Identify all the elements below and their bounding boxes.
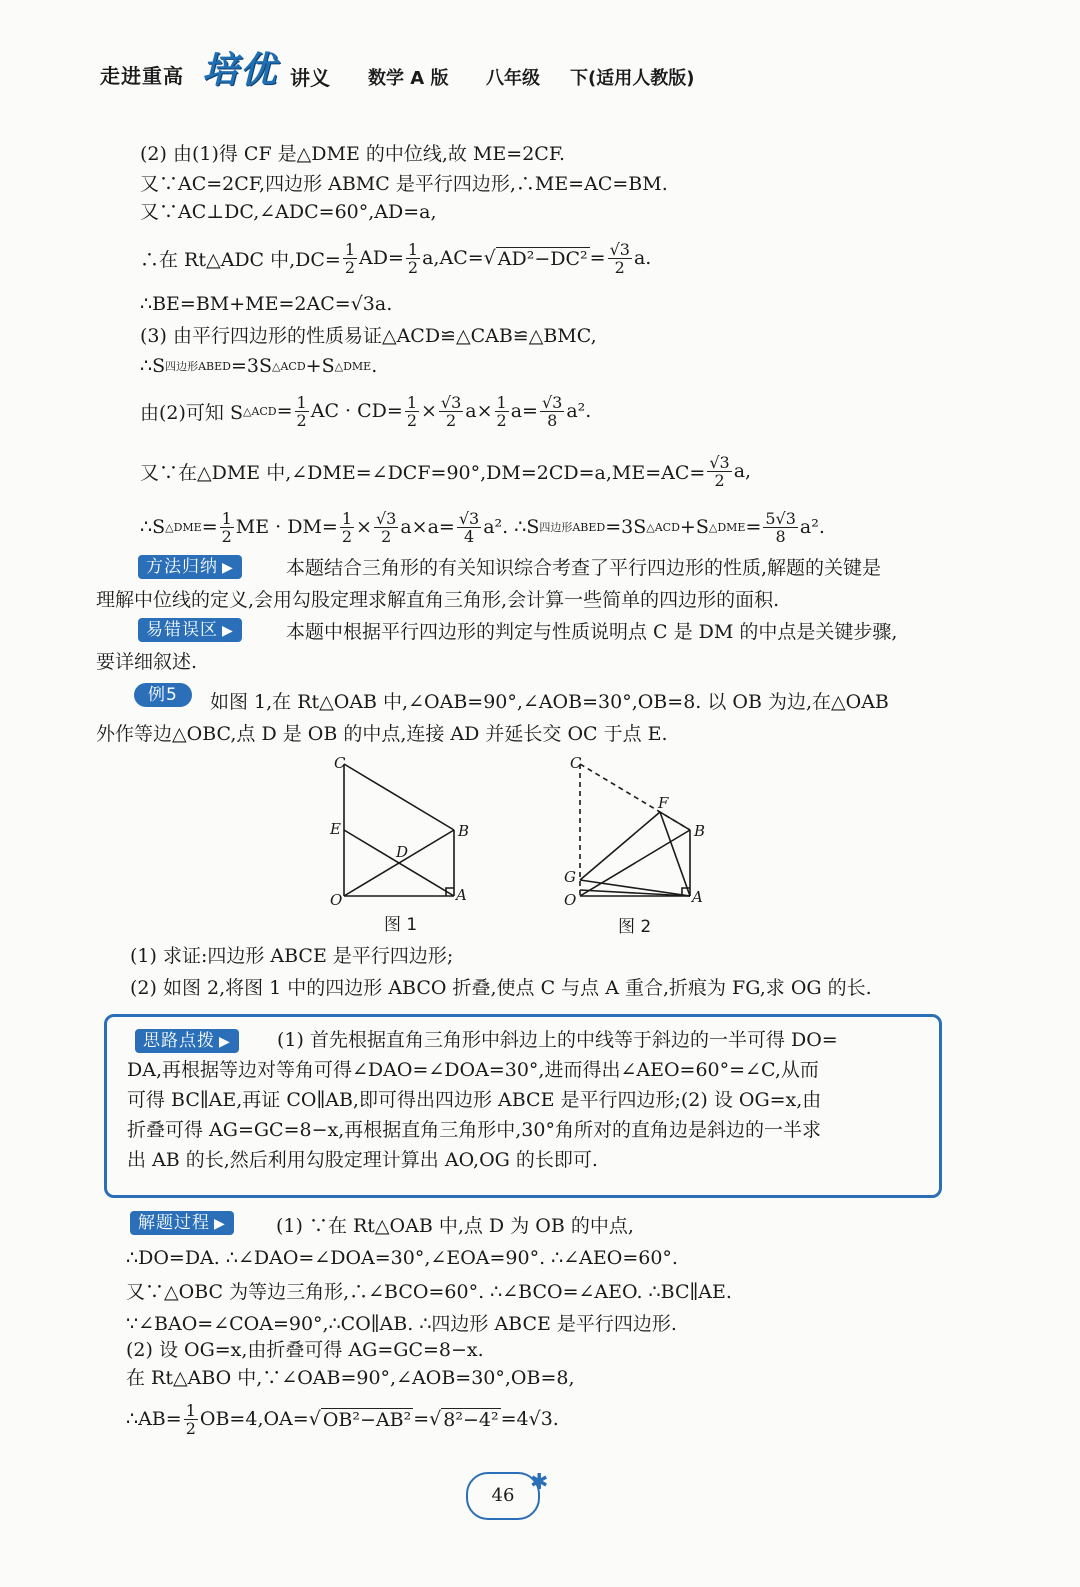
numerator: 5√3 <box>765 508 796 528</box>
question-1: (1) 求证:四边形 ABCE 是平行四边形; <box>130 945 454 967</box>
figure-1 <box>320 750 480 910</box>
label-o: O <box>564 891 577 909</box>
page-number: 46 <box>466 1472 540 1520</box>
fraction <box>707 454 731 489</box>
fraction <box>374 510 398 545</box>
text: a× <box>465 400 493 422</box>
label-f: F <box>658 794 669 812</box>
solve-line-1: (1) ∵在 Rt△OAB 中,点 D 为 OB 的中点, <box>276 1215 634 1237</box>
numerator: 1 <box>496 392 507 412</box>
subscript: △ACD <box>646 520 680 534</box>
method-line-2: 理解中位线的定义,会用勾股定理求解直角三角形,会计算一些简单的四边形的面积. <box>96 589 780 611</box>
method-line-1: 本题结合三角形的有关知识综合考查了平行四边形的性质,解题的关键是 <box>286 557 882 579</box>
sol-line-8 <box>140 390 591 432</box>
text: AC · CD= <box>310 400 403 422</box>
numerator: √3 <box>609 239 630 259</box>
denominator: 2 <box>446 410 457 430</box>
fraction <box>405 394 419 429</box>
subscript: △DME <box>334 359 372 373</box>
denominator: 2 <box>614 257 625 277</box>
solve-line-5: (2) 设 OG=x,由折叠可得 AG=GC=8−x. <box>126 1339 484 1361</box>
edge-fb <box>660 812 690 830</box>
subscript: △ACD <box>272 359 306 373</box>
text: . <box>371 355 378 377</box>
numerator: √3 <box>709 452 730 472</box>
label-b: B <box>694 822 706 840</box>
text: OB=4,OA= <box>199 1408 309 1430</box>
sol-line-9 <box>140 450 751 492</box>
numerator: 1 <box>341 508 353 528</box>
tag-label: 方法归纳 <box>146 557 218 577</box>
subject: 数学 A 版 <box>368 68 449 89</box>
text: × <box>421 400 437 422</box>
play-icon: ▶ <box>222 560 234 576</box>
edge-ob <box>580 830 690 896</box>
brand-logo-text: 培优 <box>202 50 279 91</box>
brand-sub: 讲义 <box>290 66 330 90</box>
play-icon: ▶ <box>214 1216 226 1232</box>
solve-line-3: 又∵△OBC 为等边三角形,∴∠BCO=60°. ∴∠BCO=∠AEO. ∴BC∥AE. <box>126 1281 732 1303</box>
figure-1-caption: 图 1 <box>384 915 418 935</box>
example-line-1: 如图 1,在 Rt△OAB 中,∠OAB=90°,∠AOB=30°,OB=8. 以 OB 为边,在△OAB <box>210 691 889 713</box>
numerator: 1 <box>406 392 417 412</box>
denominator: 2 <box>496 410 507 430</box>
numerator: √3 <box>458 508 480 528</box>
example-line-2: 外作等边△OBC,点 D 是 OB 的中点,连接 AD 并延长交 OC 于点 E. <box>96 723 668 745</box>
fraction <box>343 241 357 276</box>
text: a². <box>799 516 825 538</box>
sol-line-1: (2) 由(1)得 CF 是△DME 的中位线,故 ME=2CF. <box>140 143 566 165</box>
text: 又∵在△DME 中,∠DME=∠DCF=90°,DM=2CD=a,ME=AC= <box>140 461 706 484</box>
fraction <box>457 510 481 545</box>
text: = <box>413 1408 430 1430</box>
label-a: A <box>692 888 703 906</box>
numerator: 1 <box>407 239 419 259</box>
text: = <box>201 516 218 538</box>
subscript: 四边形ABED <box>165 360 231 373</box>
fraction <box>439 394 463 429</box>
label-e: E <box>330 820 341 838</box>
sol-line-3: 又∵AC⊥DC,∠ADC=60°,AD=a, <box>140 201 437 223</box>
text: =3S <box>605 516 647 538</box>
sparkle-icon: ✱ <box>530 1470 549 1495</box>
hint-box <box>104 1014 942 1198</box>
play-icon: ▶ <box>219 1034 231 1050</box>
subscript: △ACD <box>242 404 277 418</box>
text: a. <box>633 247 652 269</box>
numerator: √3 <box>375 508 397 528</box>
question-2: (2) 如图 2,将图 1 中的四边形 ABCO 折叠,使点 C 与点 A 重合,折痕为 FG,求 OG 的长. <box>130 977 872 999</box>
text: ∴S <box>140 516 166 538</box>
text: a×a= <box>400 516 455 538</box>
hint-tag <box>135 1029 239 1053</box>
numerator: √3 <box>440 392 462 412</box>
denominator: 2 <box>185 1418 196 1438</box>
text: =3S <box>231 355 273 377</box>
sol-line-6: (3) 由平行四边形的性质易证△ACD≌△CAB≌△BMC, <box>140 325 597 347</box>
text: a= <box>510 400 538 422</box>
tag-label: 解题过程 <box>138 1213 210 1233</box>
numerator: 1 <box>185 1400 196 1420</box>
solve-line-6: 在 Rt△ABO 中,∵∠OAB=90°,∠AOB=30°,OB=8, <box>126 1367 575 1389</box>
denominator: 2 <box>221 526 232 546</box>
fraction <box>608 241 632 276</box>
mistake-line-1: 本题中根据平行四边形的判定与性质说明点 C 是 DM 的中点是关键步骤, <box>286 621 898 643</box>
text: = <box>589 247 606 269</box>
sol-line-7 <box>140 352 377 380</box>
tag-label: 思路点拨 <box>143 1031 215 1051</box>
subscript: △DME <box>708 520 746 534</box>
example-tag: 例5 <box>134 683 192 707</box>
numerator: 1 <box>296 392 307 412</box>
hint-line-3: 可得 BC∥AE,再证 CO∥AB,即可得出四边形 ABCE 是平行四边形;(2) 设 OG=x,由 <box>127 1089 822 1111</box>
denominator: 2 <box>381 526 392 546</box>
text: ∴AB= <box>126 1408 182 1430</box>
text: ME · DM= <box>235 516 338 538</box>
text: a,AC= <box>422 247 484 269</box>
sqrt-sign: √ <box>429 1408 442 1430</box>
edge-cb <box>344 764 454 830</box>
page-header <box>100 40 800 102</box>
radicand: OB²−AB² <box>322 1408 412 1431</box>
text: a². <box>566 400 592 422</box>
fraction <box>340 510 354 545</box>
fraction <box>406 241 420 276</box>
text: AD= <box>359 247 404 269</box>
text: =4√3. <box>500 1408 559 1430</box>
label-g: G <box>564 868 576 886</box>
grade: 八年级 <box>486 68 540 89</box>
text: = <box>745 516 762 538</box>
text: +S <box>679 516 709 538</box>
sol-line-10 <box>140 506 825 548</box>
fraction <box>540 394 564 429</box>
fraction <box>495 394 509 429</box>
denominator: 2 <box>341 526 353 546</box>
label-c: C <box>570 754 582 772</box>
denominator: 2 <box>296 410 307 430</box>
text: × <box>356 516 372 538</box>
play-icon: ▶ <box>222 623 234 639</box>
sol-line-5: ∴BE=BM+ME=2AC=√3a. <box>140 293 393 315</box>
subscript: 四边形ABED <box>539 521 606 534</box>
solve-line-4: ∵∠BAO=∠COA=90°,∴CO∥AB. ∴四边形 ABCE 是平行四边形. <box>126 1313 677 1335</box>
denominator: 4 <box>463 526 475 546</box>
method-tag <box>138 555 242 579</box>
figure-2 <box>560 750 720 910</box>
label-a: A <box>456 886 467 904</box>
denominator: 8 <box>547 410 558 430</box>
series-name: 走进重高 <box>100 64 184 88</box>
fraction <box>763 510 798 545</box>
denominator: 8 <box>775 526 786 546</box>
subscript: △DME <box>165 520 202 534</box>
hint-line-2: DA,再根据等边对等角可得∠DAO=∠DOA=30°,进而得出∠AEO=60°=∠C,从而 <box>127 1059 819 1081</box>
fraction <box>295 394 309 429</box>
text: = <box>276 400 293 422</box>
solve-tag <box>130 1211 234 1235</box>
hint-line-5: 出 AB 的长,然后利用勾股定理计算出 AO,OG 的长即可. <box>127 1149 598 1171</box>
hint-line-4: 折叠可得 AG=GC=8−x,再根据直角三角形中,30°角所对的直角边是斜边的一半求 <box>127 1119 821 1141</box>
numerator: 1 <box>221 508 232 528</box>
radicand: 8²−4² <box>443 1408 499 1431</box>
denominator: 2 <box>406 410 417 430</box>
solve-line-7 <box>126 1398 559 1440</box>
figure-2-caption: 图 2 <box>618 917 652 937</box>
label-d: D <box>396 843 409 861</box>
sqrt-sign: √ <box>483 247 496 269</box>
numerator: 1 <box>344 239 356 259</box>
label-o: O <box>330 891 343 909</box>
denominator: 2 <box>344 257 356 277</box>
volume: 下(适用人教版) <box>570 68 695 89</box>
label-b: B <box>458 822 470 840</box>
mistake-tag <box>138 618 242 642</box>
sqrt-sign: √ <box>308 1408 321 1430</box>
sol-line-4 <box>140 238 651 278</box>
radicand: AD²−DC² <box>497 247 588 270</box>
text: +S <box>305 355 335 377</box>
fraction <box>220 510 234 545</box>
hint-line-1: (1) 首先根据直角三角形中斜边上的中线等于斜边的一半可得 DO= <box>277 1029 838 1051</box>
text: ∴S <box>140 355 166 377</box>
fold-fg <box>580 812 660 880</box>
text: 由(2)可知 S <box>140 401 243 424</box>
denominator: 2 <box>714 470 725 490</box>
mistake-line-2: 要详细叙述. <box>96 651 198 673</box>
denominator: 2 <box>407 257 419 277</box>
tag-label: 易错误区 <box>146 620 218 640</box>
fraction <box>184 1402 198 1437</box>
text: a, <box>733 460 752 482</box>
text: ∴在 Rt△ADC 中,DC= <box>140 248 341 271</box>
solve-line-2: ∴DO=DA. ∴∠DAO=∠DOA=30°,∠EOA=90°. ∴∠AEO=60°. <box>126 1247 678 1269</box>
label-c: C <box>334 754 346 772</box>
edge-fa <box>660 812 690 896</box>
sol-line-2: 又∵AC=2CF,四边形 ABMC 是平行四边形,∴ME=AC=BM. <box>140 173 668 195</box>
text: a². ∴S <box>483 516 540 538</box>
numerator: √3 <box>541 392 563 412</box>
